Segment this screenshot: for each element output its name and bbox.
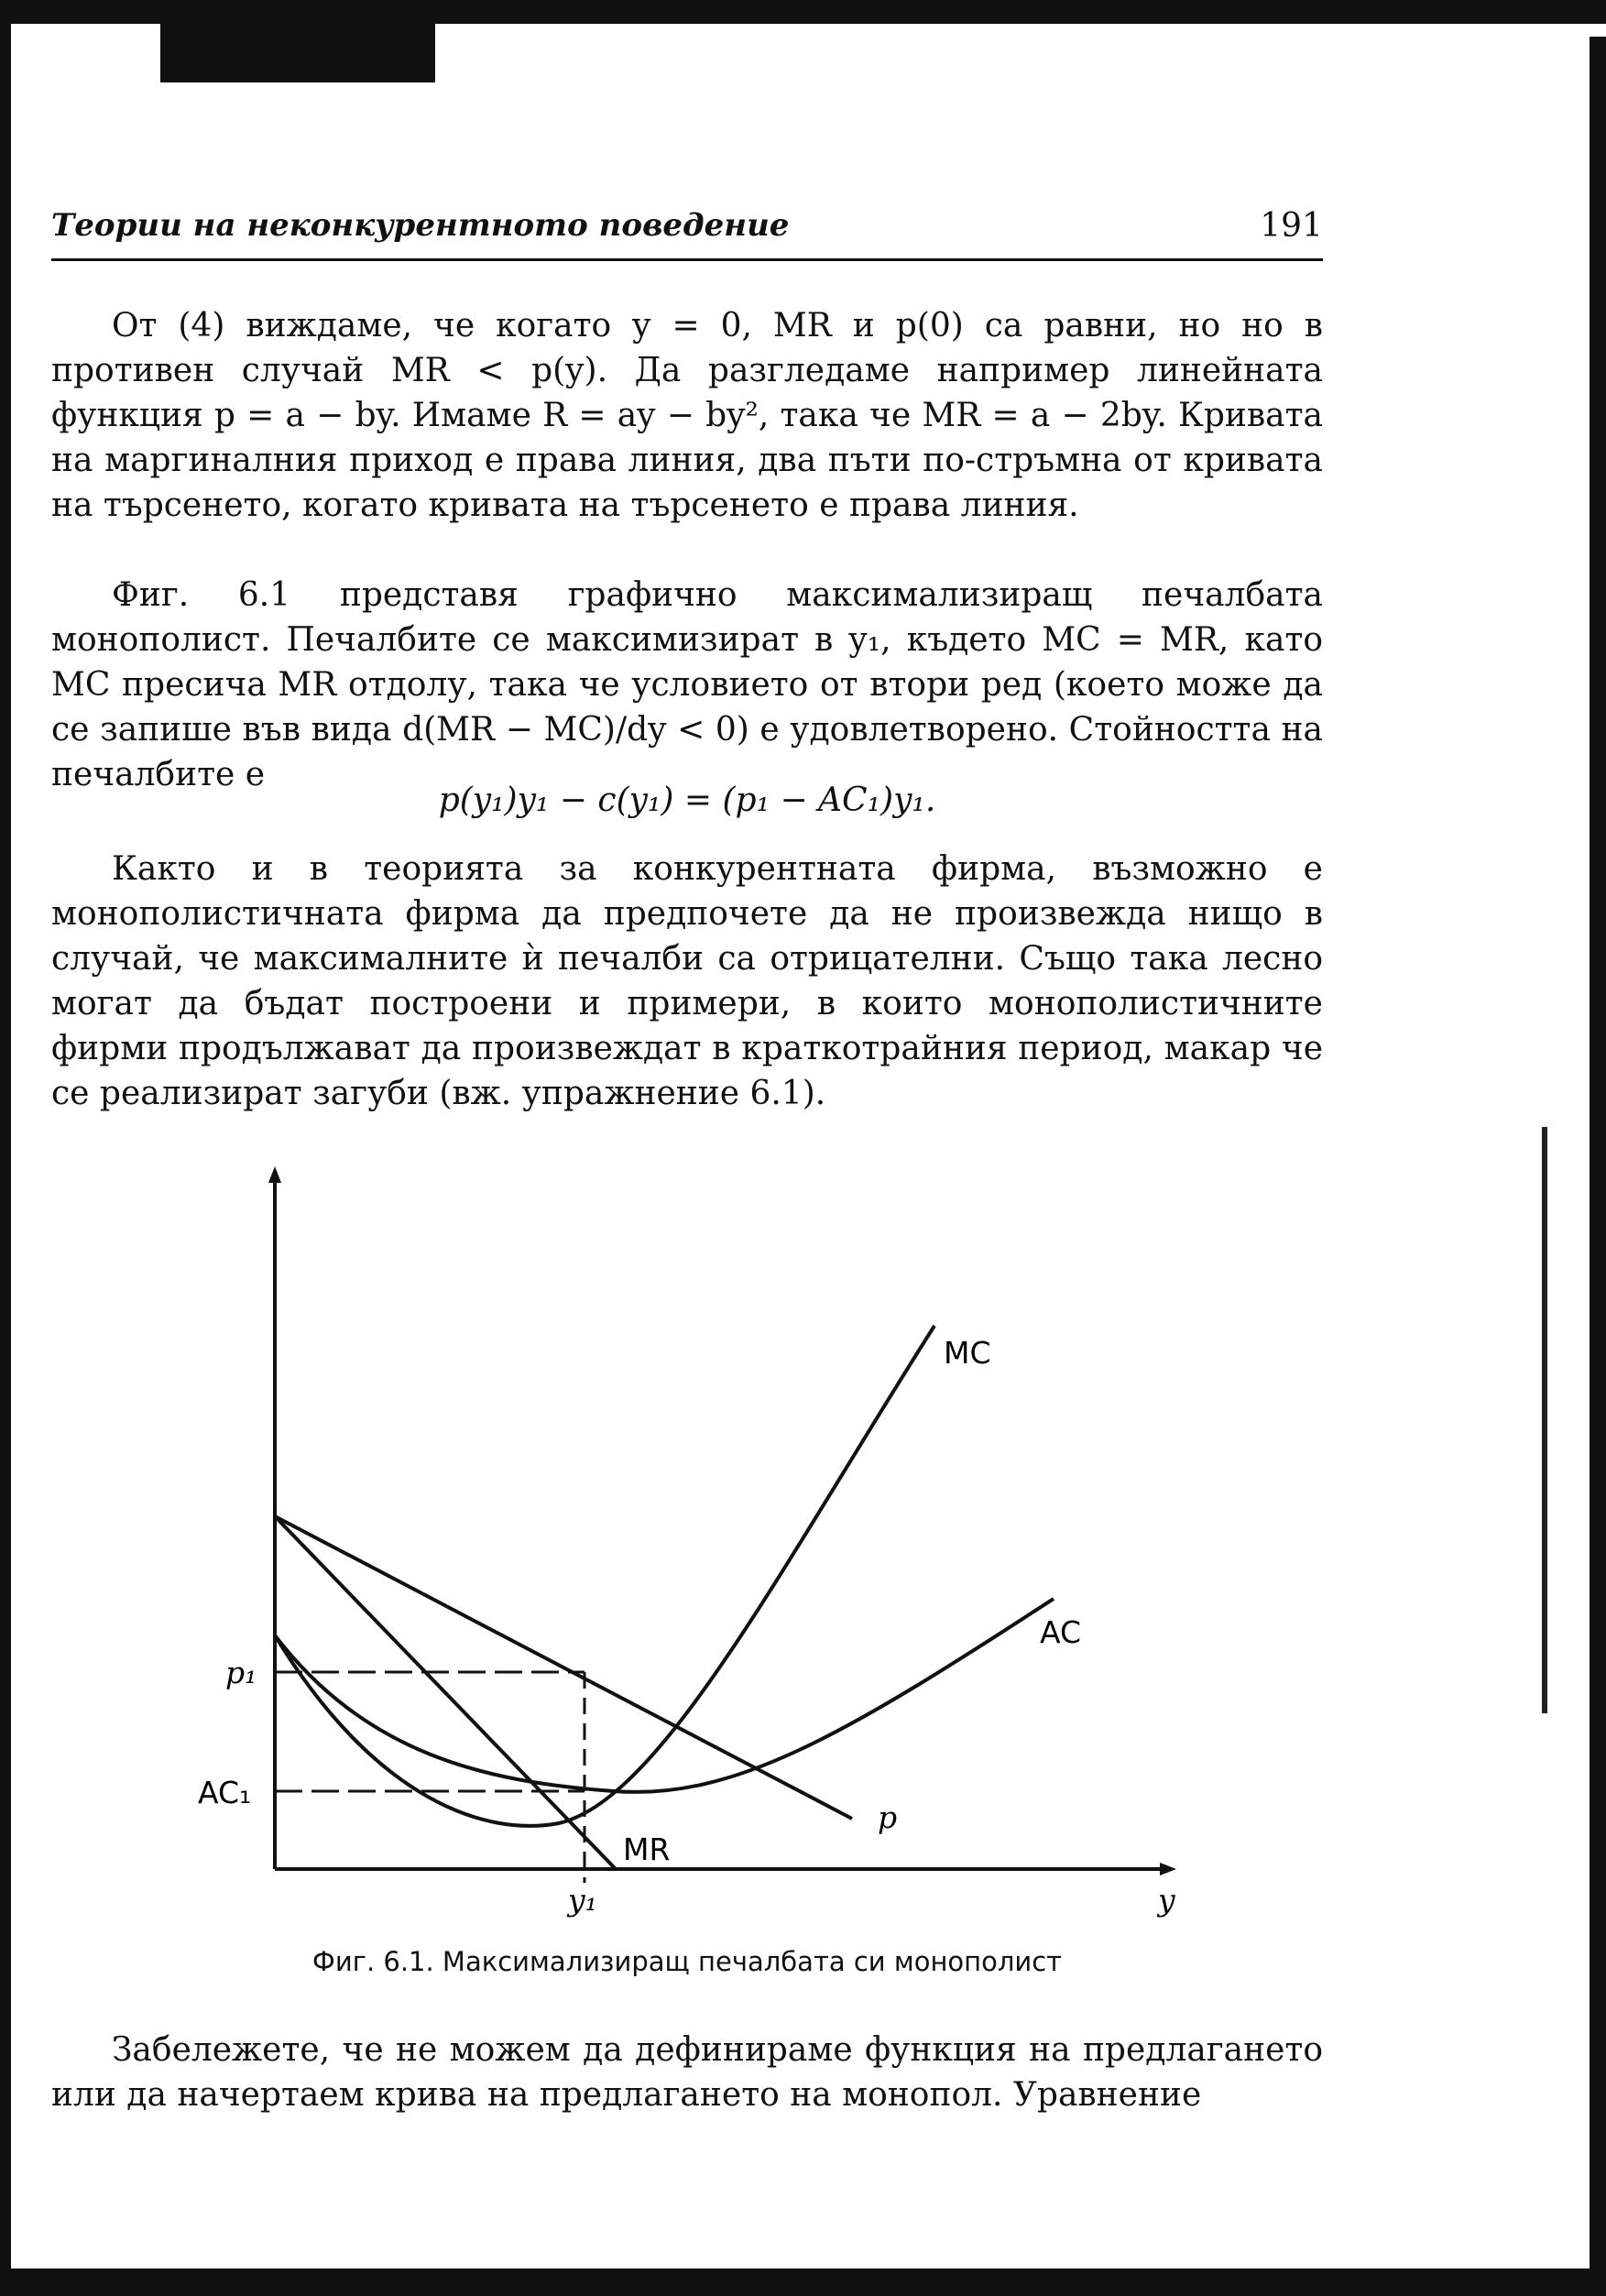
label-y1: y₁	[568, 1882, 597, 1918]
label-ac: AC	[1040, 1614, 1082, 1650]
figure-caption: Фиг. 6.1. Максимализиращ печалбата си монополист	[311, 1946, 1063, 1977]
label-p1: p₁	[225, 1655, 257, 1690]
label-mc: MC	[944, 1335, 991, 1371]
paragraph-1	[51, 303, 1323, 528]
profit-formula: p(y₁)y₁ − c(y₁) = (p₁ − AC₁)y₁.	[438, 782, 936, 819]
figure-6-1	[183, 1159, 1246, 1919]
paragraph-2	[51, 573, 1323, 797]
running-header-title: Теории на неконкурентното поведение	[51, 207, 790, 244]
paragraph-2-text: Фиг. 6.1 представя графично максимализиращ печалбата монополист. Печалбите се максимизират в y₁, където MC = MR, като MC пресича MR отдолу, така че условието от втори ред (което може да се запише във вида d(MR − MC)/dy < 0) е удовлетворено. Стойността на печалбите е	[51, 576, 1323, 793]
scan-border-bottom	[0, 2269, 1606, 2296]
y-axis-arrow	[268, 1166, 281, 1183]
label-p: p	[878, 1799, 898, 1835]
paragraph-3-text: Както и в теорията за конкурентната фирма, възможно е монополистичната фирма да предпочете да не произвежда нищо в случай, че максималните ѝ печалби са отрицателни. Също така лесно могат да бъдат построени и примери, в които монополистичните фирми продължават да произвеждат в краткотрайния период, макар че се реализират загуби (вж. упражнение 6.1).	[51, 850, 1323, 1112]
demand-curve-p	[275, 1516, 852, 1819]
scan-artifact-block	[160, 24, 435, 82]
paragraph-1-text: От (4) виждаме, че когато y = 0, MR и p(0) са равни, но но в противен случай MR < p(y). Да разгледаме например линейната функция p = a − by. Имаме R = ay − by², така че MR = a − 2by. Кривата на маргиналния приход е права линия, два пъти по-стръмна от кривата на търсенето, когато кривата на търсенето е права линия.	[51, 307, 1323, 524]
paragraph-3	[51, 847, 1323, 1116]
label-mr: MR	[623, 1831, 671, 1867]
scan-border-right	[1590, 37, 1606, 2296]
mc-curve	[275, 1326, 934, 1826]
header-rule	[51, 258, 1323, 261]
scan-artifact-line	[1542, 1127, 1547, 1713]
x-axis-arrow	[1160, 1863, 1176, 1875]
label-y: y	[1158, 1882, 1175, 1918]
label-ac1: AC₁	[198, 1775, 252, 1810]
page-number: 191	[1260, 207, 1323, 245]
scan-border-top	[0, 0, 1606, 24]
running-header	[51, 207, 1323, 262]
paragraph-4	[51, 2028, 1323, 2117]
scan-border-left	[0, 0, 11, 2296]
paragraph-4-text: Забележете, че не можем да дефинираме функция на предлагането или да начертаем крива на предлагането на монопол. Уравнение	[51, 2031, 1323, 2114]
ac-curve	[275, 1599, 1054, 1792]
